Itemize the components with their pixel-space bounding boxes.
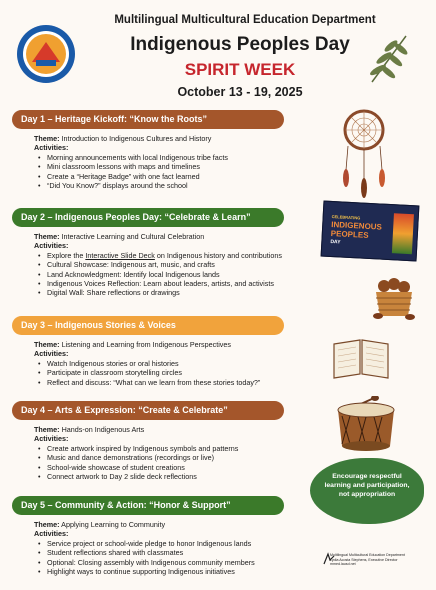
dreamcatcher-icon bbox=[332, 108, 396, 200]
list-item: • School-wide showcase of student creations bbox=[38, 463, 238, 472]
slide-card-line4: DAY bbox=[330, 238, 341, 246]
theme-label: Theme: bbox=[34, 425, 60, 434]
list-item: • Create artwork inspired by Indigenous symbols and patterns bbox=[38, 444, 238, 453]
list-item: • Digital Wall: Share reflections or drawings bbox=[38, 288, 282, 297]
list-item: • Service project or school-wide pledge to honor Indigenous lands bbox=[38, 539, 255, 548]
list-item: • Create a “Heritage Badge” with one fact learned bbox=[38, 172, 228, 181]
list-item: • Mini classroom lessons with maps and timelines bbox=[38, 162, 228, 171]
slide-card-line3: PEOPLES bbox=[330, 228, 369, 240]
day-5-section bbox=[34, 520, 255, 576]
list-item: • Morning announcements with local Indigenous tribe facts bbox=[38, 153, 228, 162]
list-item-text: on Indigenous history and contributions bbox=[154, 250, 282, 260]
activities-label: Activities: bbox=[34, 241, 69, 251]
day-1-theme: Introduction to Indigenous Cultures and History bbox=[61, 134, 212, 143]
list-item: • Watch Indigenous stories or oral histories bbox=[38, 359, 260, 368]
list-item: • “Did You Know?” displays around the school bbox=[38, 181, 228, 190]
day-4-theme: Hands-on Indigenous Arts bbox=[61, 425, 145, 434]
day-2-theme: Interactive Learning and Cultural Celebration bbox=[61, 232, 205, 241]
footer bbox=[330, 553, 430, 567]
slide-card-line2: INDIGENOUS bbox=[331, 219, 383, 232]
footer-line-3: mmed.lausd.net bbox=[330, 562, 356, 567]
palm-leaf-icon bbox=[368, 30, 412, 86]
activities-label: Activities: bbox=[34, 434, 69, 444]
day-2-section bbox=[34, 232, 282, 298]
event-dates: October 13 - 19, 2025 bbox=[177, 85, 303, 99]
theme-label: Theme: bbox=[34, 520, 60, 529]
list-item bbox=[38, 251, 282, 260]
pattern-stripe bbox=[392, 213, 414, 254]
day-4-banner: Day 4 – Arts & Expression: “Create & Celebrate” bbox=[12, 401, 284, 420]
list-item-text: Explore the bbox=[47, 250, 86, 260]
footer-line-1: Multilingual Multicultural Education Department bbox=[330, 553, 405, 557]
list-item: • Participate in classroom storytelling circles bbox=[38, 368, 260, 377]
day-5-banner: Day 5 – Community & Action: “Honor & Support” bbox=[12, 496, 284, 515]
activities-label: Activities: bbox=[34, 349, 69, 359]
slide-deck-link[interactable]: Interactive Slide Deck bbox=[85, 250, 155, 260]
drum-icon bbox=[330, 396, 402, 452]
list-item: • Cultural Showcase: Indigenous art, music, and crafts bbox=[38, 260, 282, 269]
list-item: • Connect artwork to Day 2 slide deck reflections bbox=[38, 472, 238, 481]
day-4-section bbox=[34, 425, 238, 481]
day-1-banner: Day 1 – Heritage Kickoff: “Know the Roots” bbox=[12, 110, 284, 129]
spirit-week-title: SPIRIT WEEK bbox=[184, 60, 296, 79]
list-item: • Music and dance demonstrations (recordings or live) bbox=[38, 453, 238, 462]
department-name: Multilingual Multicultural Education Department bbox=[114, 14, 376, 26]
slide-deck-card[interactable] bbox=[321, 201, 420, 262]
day-5-theme: Applying Learning to Community bbox=[61, 520, 166, 529]
day-3-theme: Listening and Learning from Indigenous Perspectives bbox=[61, 340, 231, 349]
respect-badge: Encourage respectful learning and participation, not appropriation bbox=[310, 458, 424, 524]
acorn-basket-icon bbox=[370, 276, 418, 320]
day-3-section bbox=[34, 340, 260, 387]
slide-card-line1: CELEBRATING bbox=[331, 213, 361, 221]
page-title: Indigenous Peoples Day bbox=[130, 34, 350, 55]
theme-label: Theme: bbox=[34, 134, 60, 143]
list-item: • Land Acknowledgment: Identify local Indigenous lands bbox=[38, 270, 282, 279]
open-book-icon bbox=[330, 336, 392, 380]
day-2-banner: Day 2 – Indigenous Peoples Day: “Celebrate & Learn” bbox=[12, 208, 284, 227]
list-item: • Optional: Closing assembly with Indigenous community members bbox=[38, 558, 255, 567]
list-item: • Highlight ways to continue supporting Indigenous initiatives bbox=[38, 567, 255, 576]
theme-label: Theme: bbox=[34, 232, 60, 241]
footer-line-2: Lydia Acosta Stephens, Executive Director bbox=[330, 557, 398, 562]
list-item: • Student reflections shared with classmates bbox=[38, 548, 255, 557]
theme-label: Theme: bbox=[34, 340, 60, 349]
list-item: • Reflect and discuss: “What can we learn from these stories today?” bbox=[38, 378, 260, 387]
activities-label: Activities: bbox=[34, 529, 69, 539]
day-1-section bbox=[34, 134, 228, 190]
day-3-banner: Day 3 – Indigenous Stories & Voices bbox=[12, 316, 284, 335]
list-item: • Indigenous Voices Reflection: Learn about leaders, artists, and activists bbox=[38, 279, 282, 288]
activities-label: Activities: bbox=[34, 143, 69, 153]
